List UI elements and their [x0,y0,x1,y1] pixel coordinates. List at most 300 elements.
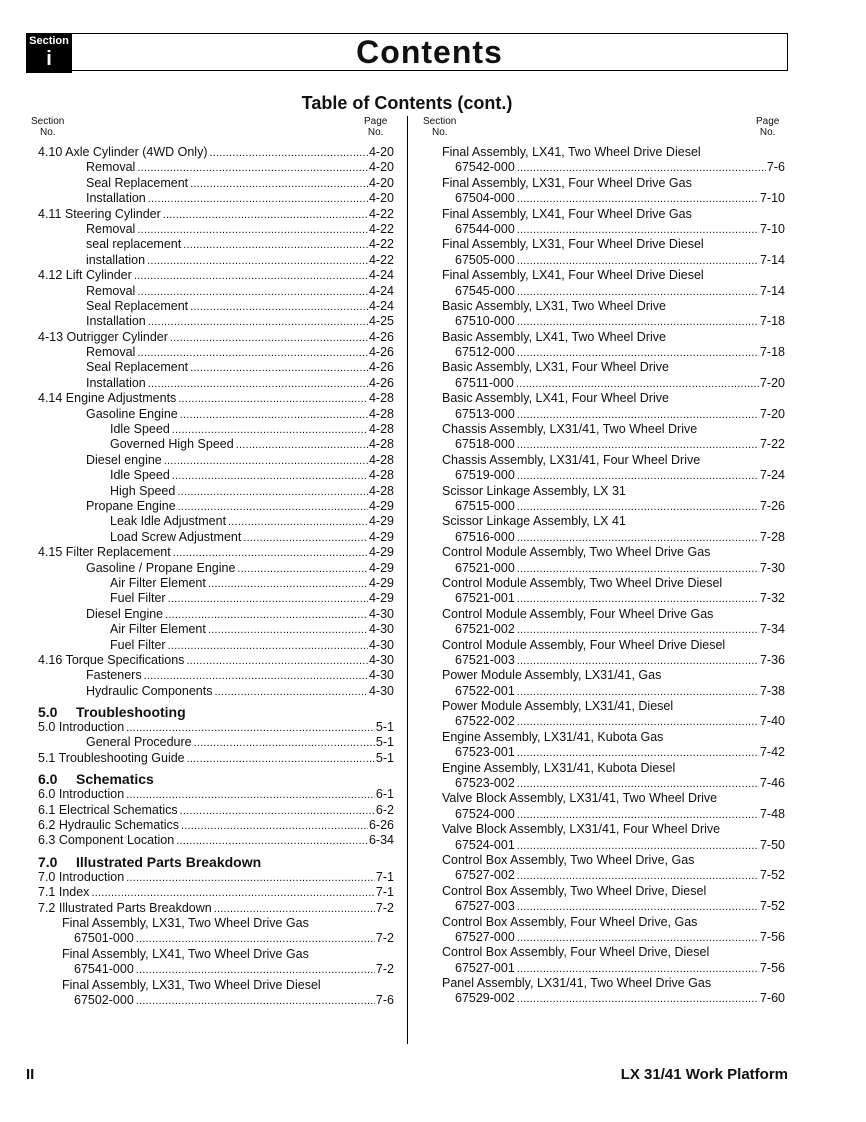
left-toc-entry[interactable] [38,561,394,576]
right-toc-label [442,976,785,991]
toc-entry-text: 67521-001 [455,591,515,606]
footer-page-number: II [26,1066,35,1083]
right-toc-entry[interactable] [442,499,785,514]
toc-entry-text: Control Module Assembly, Four Wheel Drive Diesel [442,637,726,652]
left-section-heading [38,854,394,870]
toc-entry-text: Load Screw Adjustment [110,529,242,544]
right-toc-entry[interactable] [442,314,785,329]
toc-entry-text: 4.12 Lift Cylinder [38,268,132,283]
toc-entry-text: 67515-000 [455,498,515,513]
toc-dot-leader [148,376,368,392]
left-toc-entry[interactable] [38,484,394,499]
left-toc-entry[interactable] [38,885,394,900]
toc-entry-text: Fuel Filter [110,637,166,652]
toc-entry-text: Final Assembly, LX31, Four Wheel Drive Diesel [442,237,704,252]
toc-entry-text: installation [86,252,146,267]
section-heading-text: Illustrated Parts Breakdown [76,853,262,870]
right-toc-label [442,514,785,529]
toc-dot-leader [208,622,368,638]
toc-dot-leader [517,314,759,330]
toc-page-number: 4-29 [368,591,394,606]
right-section-header-no: No. [432,127,448,138]
toc-entry-text: 4.10 Axle Cylinder (4WD Only) [38,145,208,159]
toc-dot-leader [194,735,375,751]
right-toc-label [442,699,785,714]
toc-entry-text: Valve Block Assembly, LX31/41, Two Wheel Drive [442,791,718,806]
toc-entry-text: 67544-000 [455,221,515,236]
toc-dot-leader [170,330,368,346]
toc-entry-text: Idle Speed [110,422,170,437]
right-toc-entry[interactable] [442,684,785,699]
toc-entry-text: Diesel Engine [86,606,164,621]
left-toc-entry[interactable] [38,468,394,483]
toc-entry-text: Control Box Assembly, Two Wheel Drive, Gas [442,852,695,867]
toc-page-number: 7-56 [759,960,785,975]
toc-entry-text: Removal [86,283,136,298]
right-toc-label [442,360,785,375]
left-toc-entry[interactable] [38,931,394,946]
toc-dot-leader [144,668,368,684]
toc-dot-leader [148,314,368,330]
toc-entry-text: 67527-000 [455,929,515,944]
toc-dot-leader [517,253,759,269]
toc-entry-text: Diesel engine [86,452,162,467]
right-toc-entry[interactable] [442,160,785,175]
toc-page-number: 7-6 [375,992,394,1007]
toc-entry-text: Power Module Assembly, LX31/41, Diesel [442,699,674,714]
toc-dot-leader [517,930,759,946]
toc-entry-text: 67516-000 [455,529,515,544]
toc-dot-leader [517,776,759,792]
toc-page-number: 4-30 [368,652,394,667]
right-toc-label [442,422,785,437]
toc-entry-text: Air Filter Element [110,575,206,590]
toc-entry-text: Fuel Filter [110,591,166,606]
left-toc-entry[interactable] [38,720,394,735]
toc-entry-text: Installation [86,191,146,206]
left-toc-entry[interactable] [38,962,394,977]
toc-entry-text: 67545-000 [455,283,515,298]
toc-page-number: 4-29 [368,529,394,544]
right-toc-entry[interactable] [442,714,785,729]
toc-entry-text: Air Filter Element [110,622,206,637]
right-toc-entry[interactable] [442,284,785,299]
right-toc-label [442,237,785,252]
toc-entry-text: 5.1 Troubleshooting Guide [38,750,185,765]
toc-page-number: 4-24 [368,268,394,283]
toc-page-number: 4-28 [368,483,394,498]
toc-entry-text: 67513-000 [455,406,515,421]
right-toc-entry[interactable] [442,653,785,668]
toc-dot-leader [134,268,368,284]
toc-entry-text: Final Assembly, LX41, Two Wheel Drive Gas [62,946,309,961]
toc-dot-leader [517,838,759,854]
toc-entry-text: 67521-000 [455,560,515,575]
right-toc-label [442,884,785,899]
toc-dot-leader [168,638,368,654]
right-toc-entry[interactable] [442,807,785,822]
toc-page-number: 4-30 [368,668,394,683]
left-toc-entry[interactable] [38,638,394,653]
right-toc-label [442,945,785,960]
toc-dot-leader [190,176,368,192]
toc-entry-text: 67523-001 [455,745,515,760]
section-heading-text: Troubleshooting [76,704,186,721]
toc-entry-text: 4-13 Outrigger Cylinder [38,329,168,344]
toc-page-number: 4-26 [368,329,394,344]
toc-entry-text: 67529-002 [455,991,515,1006]
toc-page-number: 7-1 [375,869,394,884]
left-toc-entry[interactable] [38,345,394,360]
section-heading-number: 7.0 [38,853,58,870]
toc-dot-leader [517,468,759,484]
left-toc-entry[interactable] [38,391,394,406]
left-toc-entry[interactable] [38,803,394,818]
toc-dot-leader [517,499,759,515]
toc-page-number: 7-38 [759,683,785,698]
toc-entry-text: 67541-000 [74,962,134,977]
left-toc-entry[interactable] [38,160,394,175]
left-toc-entry[interactable] [38,437,394,452]
title-box [72,33,788,71]
toc-dot-leader [165,607,368,623]
toc-dot-leader [148,191,368,207]
toc-entry-text: Fasteners [86,668,142,683]
toc-entry-text: 67527-001 [455,960,515,975]
toc-dot-leader [173,545,368,561]
left-toc-entry[interactable] [38,591,394,606]
toc-page-number: 7-6 [766,160,785,175]
column-divider [407,116,408,1044]
left-toc-entry[interactable] [38,191,394,206]
toc-dot-leader [517,807,759,823]
toc-entry-text: 6.2 Hydraulic Schematics [38,818,180,833]
toc-page-number: 6-26 [368,818,394,833]
left-page-header-label: Page [364,116,388,127]
toc-page-number: 5-1 [375,720,394,735]
toc-entry-text: Final Assembly, LX41, Four Wheel Drive Diesel [442,268,704,283]
left-toc-entry[interactable] [38,870,394,885]
toc-entry-text: 6.3 Component Location [38,833,175,848]
left-toc-entry[interactable] [38,787,394,802]
right-toc-entry[interactable] [442,407,785,422]
left-toc-entry[interactable] [38,751,394,766]
right-toc-label [442,761,785,776]
right-toc-entry[interactable] [442,437,785,452]
left-toc-entry[interactable] [38,284,394,299]
toc-page-number: 7-32 [759,591,785,606]
right-toc-entry[interactable] [442,745,785,760]
toc-page-number: 7-50 [759,837,785,852]
left-toc-entry[interactable] [38,222,394,237]
left-section-header-label: Section [31,116,65,127]
right-toc-label [442,268,785,283]
toc-page-number: 7-22 [759,437,785,452]
toc-entry-text: 67524-001 [455,837,515,852]
left-toc-entry[interactable] [38,993,394,1008]
right-toc-label [442,638,785,653]
toc-dot-leader [243,530,368,546]
toc-entry-text: 67527-002 [455,868,515,883]
toc-dot-leader [517,191,759,207]
toc-dot-leader [517,745,759,761]
left-toc-entry[interactable] [38,145,394,160]
toc-entry-text: 4.15 Filter Replacement [38,545,171,560]
toc-dot-leader [147,253,368,269]
toc-entry-text: Basic Assembly, LX31, Four Wheel Drive [442,360,669,375]
right-toc-label [442,668,785,683]
toc-page-number: 4-29 [368,560,394,575]
toc-dot-leader [187,751,375,767]
right-toc-entry[interactable] [442,991,785,1006]
right-toc-entry[interactable] [442,591,785,606]
toc-page-number: 7-42 [759,745,785,760]
left-page-header [364,116,387,138]
toc-page-number: 7-14 [759,252,785,267]
toc-entry-text: 6.0 Introduction [38,787,125,802]
toc-page-number: 7-52 [759,868,785,883]
toc-entry-text: Removal [86,221,136,236]
toc-entry-text: 67521-002 [455,622,515,637]
toc-page-number: 7-48 [759,806,785,821]
toc-dot-leader [136,993,375,1009]
right-toc-label [442,576,785,591]
toc-dot-leader [180,803,375,819]
toc-entry-text: Control Box Assembly, Four Wheel Drive, Diesel [442,945,710,960]
left-toc-entry[interactable] [38,818,394,833]
toc-entry-text: 67524-000 [455,806,515,821]
toc-dot-leader [237,561,368,577]
right-toc-entry[interactable] [442,622,785,637]
toc-page-number: 7-30 [759,560,785,575]
toc-dot-leader [236,437,368,453]
left-toc-entry[interactable] [38,314,394,329]
left-toc-entry[interactable] [38,668,394,683]
toc-dot-leader [163,207,368,223]
left-toc-entry[interactable] [38,499,394,514]
toc-entry-text: Final Assembly, LX31, Two Wheel Drive Diesel [62,977,321,992]
toc-page-number: 7-20 [759,406,785,421]
left-toc-entry[interactable] [38,407,394,422]
left-toc-entry[interactable] [38,330,394,345]
toc-entry-text: Removal [86,160,136,175]
left-toc-entry[interactable] [38,833,394,848]
left-toc-entry[interactable] [38,514,394,529]
left-toc-entry[interactable] [38,376,394,391]
toc-page-number: 7-26 [759,498,785,513]
toc-page-number: 7-18 [759,345,785,360]
toc-dot-leader [126,870,375,886]
toc-page-number: 7-1 [375,885,394,900]
toc-entry-text: Final Assembly, LX41, Two Wheel Drive Diesel [442,145,701,159]
toc-dot-leader [137,345,368,361]
left-toc-entry[interactable] [38,735,394,750]
toc-entry-text: 6.1 Electrical Schematics [38,802,178,817]
right-toc-entry[interactable] [442,868,785,883]
toc-entry-text: Installation [86,375,146,390]
toc-dot-leader [186,653,368,669]
toc-dot-leader [517,899,759,915]
right-toc-label [442,853,785,868]
toc-entry-text: Scissor Linkage Assembly, LX 31 [442,483,626,498]
toc-page-number: 7-2 [375,900,394,915]
section-label: Section [29,35,69,47]
right-toc-entry[interactable] [442,376,785,391]
toc-dot-leader [137,160,368,176]
toc-entry-text: Installation [86,314,146,329]
toc-page-number: 4-28 [368,406,394,421]
left-toc-entry[interactable] [38,607,394,622]
toc-dot-leader [178,499,368,515]
toc-dot-leader [136,962,375,978]
toc-dot-leader [181,818,368,834]
toc-entry-text: Chassis Assembly, LX31/41, Four Wheel Drive [442,452,701,467]
toc-dot-leader [517,684,759,700]
toc-page-number: 4-29 [368,498,394,513]
toc-page-number: 4-22 [368,221,394,236]
right-toc-label [442,607,785,622]
toc-page-number: 4-30 [368,622,394,637]
left-toc-entry[interactable] [38,299,394,314]
left-toc-entry[interactable] [38,176,394,191]
toc-page-number: 4-28 [368,391,394,406]
toc-dot-leader [210,145,368,161]
toc-entry-text: 4.14 Engine Adjustments [38,391,177,406]
toc-page-number: 4-28 [368,422,394,437]
toc-entry-text: 67542-000 [455,160,515,175]
right-toc-label [442,453,785,468]
toc-dot-leader [183,237,368,253]
left-toc-entry[interactable] [38,237,394,252]
toc-entry-text: Final Assembly, LX31, Two Wheel Drive Gas [62,915,309,930]
right-toc-entry[interactable] [442,838,785,853]
toc-page-number: 4-26 [368,345,394,360]
toc-page-number: 7-10 [759,221,785,236]
toc-page-number: 7-2 [375,962,394,977]
right-toc-entry[interactable] [442,561,785,576]
toc-dot-leader [180,407,368,423]
right-toc-label [442,330,785,345]
toc-dot-leader [176,833,368,849]
left-toc-column [38,145,394,1008]
left-toc-entry[interactable] [38,207,394,222]
right-page-header-label: Page [756,116,780,127]
right-toc-entry[interactable] [442,253,785,268]
toc-page-number: 4-20 [368,145,394,159]
left-section-header-no: No. [40,127,56,138]
toc-entry-text: Engine Assembly, LX31/41, Kubota Gas [442,729,664,744]
toc-entry-text: 4.11 Steering Cylinder [38,206,161,221]
toc-page-number: 4-20 [368,175,394,190]
toc-page-number: 7-46 [759,776,785,791]
right-toc-entry[interactable] [442,961,785,976]
toc-entry-text: Gasoline Engine [86,406,178,421]
toc-dot-leader [214,901,375,917]
toc-entry-text: Engine Assembly, LX31/41, Kubota Diesel [442,760,676,775]
section-number: i [46,48,52,70]
toc-dot-leader [517,714,759,730]
toc-page-number: 4-24 [368,283,394,298]
toc-entry-text: 67510-000 [455,314,515,329]
left-toc-entry[interactable] [38,268,394,283]
left-toc-entry[interactable] [38,530,394,545]
toc-entry-text: 7.1 Index [38,885,90,900]
left-toc-entry[interactable] [38,453,394,468]
toc-entry-text: 67502-000 [74,992,134,1007]
toc-entry-text: 67512-000 [455,345,515,360]
toc-page-number: 4-30 [368,606,394,621]
toc-entry-text: 67504-000 [455,191,515,206]
left-toc-entry[interactable] [38,422,394,437]
right-page-header-no: No. [759,127,776,138]
toc-page-number: 6-1 [375,787,394,802]
left-toc-entry[interactable] [38,684,394,699]
toc-page-number: 7-14 [759,283,785,298]
right-toc-entry[interactable] [442,899,785,914]
left-toc-label [38,947,394,962]
right-toc-entry[interactable] [442,530,785,545]
right-toc-label [442,484,785,499]
left-toc-entry[interactable] [38,901,394,916]
toc-page-number: 7-60 [759,991,785,1006]
left-toc-entry[interactable] [38,622,394,637]
right-toc-entry[interactable] [442,345,785,360]
section-heading-number: 5.0 [38,704,58,721]
left-toc-label [38,916,394,931]
right-toc-entry[interactable] [442,191,785,206]
toc-dot-leader [517,345,759,361]
toc-entry-text: Removal [86,345,136,360]
right-toc-entry[interactable] [442,776,785,791]
toc-entry-text: Seal Replacement [86,175,189,190]
left-toc-entry[interactable] [38,253,394,268]
toc-entry-text: Control Module Assembly, Four Wheel Drive Gas [442,606,714,621]
right-toc-label [442,730,785,745]
right-toc-label [442,915,785,930]
right-toc-entry[interactable] [442,468,785,483]
toc-entry-text: 67518-000 [455,437,515,452]
toc-dot-leader [136,931,375,947]
toc-dot-leader [172,468,368,484]
page-subtitle: Table of Contents (cont.) [301,93,513,113]
right-toc-entry[interactable] [442,930,785,945]
toc-entry-text: Gasoline / Propane Engine [86,560,236,575]
toc-page-number: 6-34 [368,833,394,848]
toc-page-number: 7-2 [375,931,394,946]
left-toc-entry[interactable] [38,576,394,591]
left-section-heading [38,771,394,787]
left-toc-entry[interactable] [38,360,394,375]
left-toc-entry[interactable] [38,545,394,560]
toc-page-number: 7-56 [759,929,785,944]
toc-entry-text: Hydraulic Components [86,683,213,698]
toc-dot-leader [517,407,759,423]
toc-entry-text: Basic Assembly, LX41, Four Wheel Drive [442,391,669,406]
toc-page-number: 5-1 [375,750,394,765]
left-section-header [31,116,64,138]
toc-page-number: 7-28 [759,529,785,544]
toc-entry-text: Final Assembly, LX31, Four Wheel Drive Gas [442,175,692,190]
toc-entry-text: 67501-000 [74,931,134,946]
toc-dot-leader [164,453,368,469]
left-toc-entry[interactable] [38,653,394,668]
right-section-header [423,116,456,138]
right-toc-entry[interactable] [442,222,785,237]
toc-dot-leader [517,561,759,577]
toc-page-number: 4-28 [368,452,394,467]
toc-dot-leader [172,422,368,438]
toc-entry-text: Seal Replacement [86,360,189,375]
